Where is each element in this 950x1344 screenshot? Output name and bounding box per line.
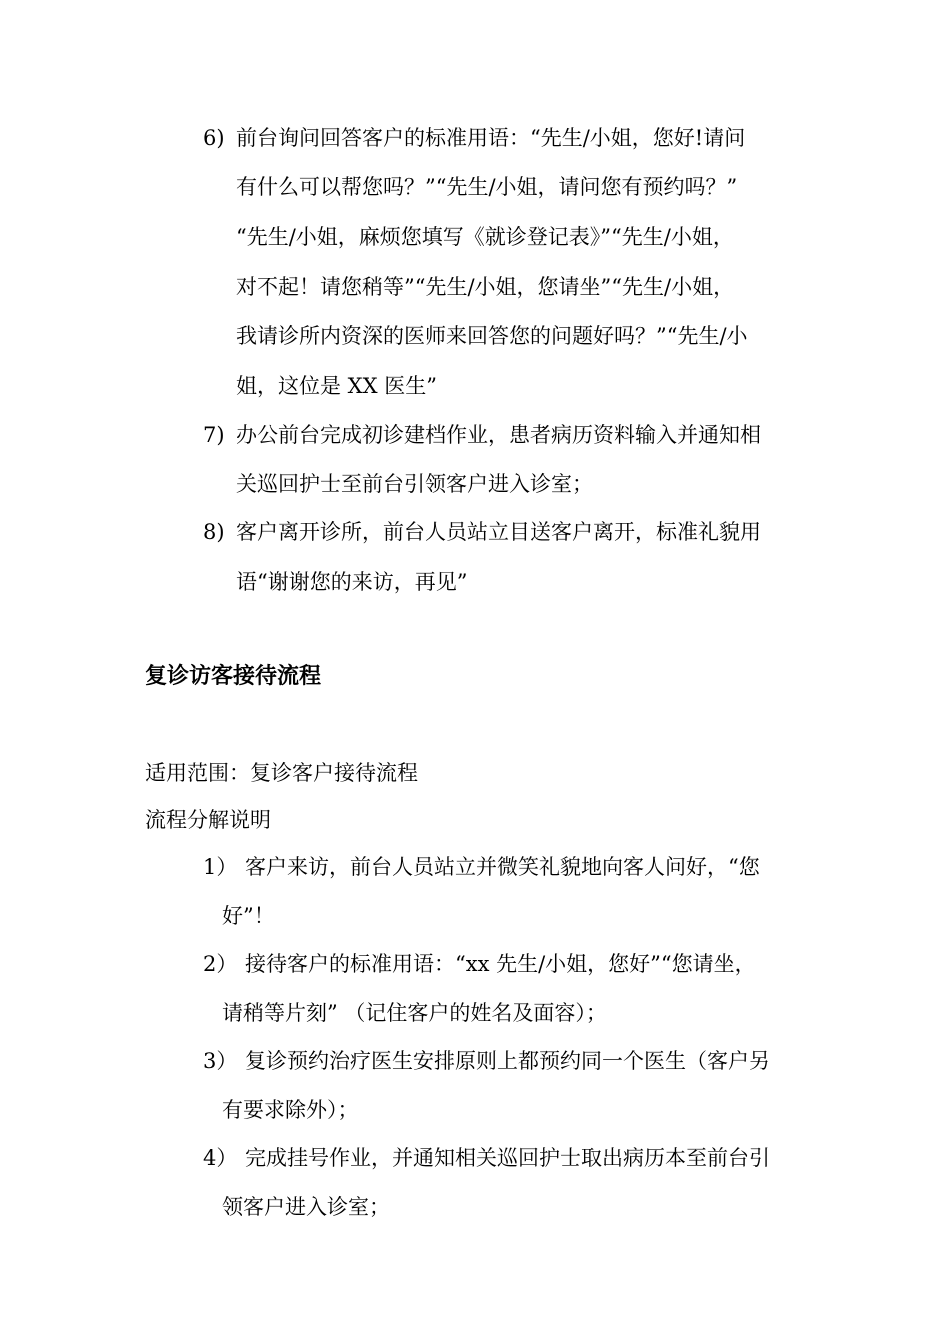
list-line: 领客户进入诊室；: [222, 1195, 390, 1219]
list-line: 对不起！请您稍等”“先生/小姐，您请坐”“先生/小姐，: [236, 275, 735, 299]
list-number: 6): [203, 126, 225, 150]
list-line: 我请诊所内资深的医师来回答您的问题好吗？”“先生/小: [236, 324, 748, 348]
list-number: 3）: [203, 1049, 238, 1073]
list-number: 1）: [203, 855, 238, 879]
list-number: 2）: [203, 952, 238, 976]
list-line: 完成挂号作业，并通知相关巡回护士取出病历本至前台引: [245, 1146, 770, 1170]
list-line: 复诊预约治疗医生安排原则上都预约同一个医生（客户另: [245, 1049, 770, 1073]
list-line: 请稍等片刻” （记住客户的姓名及面容）；: [222, 1001, 607, 1025]
list-line: 姐，这位是 XX 医生”: [236, 374, 437, 398]
subtitle-text: 流程分解说明: [145, 808, 271, 832]
list-number: 8): [203, 520, 225, 544]
list-number: 7): [203, 423, 225, 447]
list-line: 接待客户的标准用语：“xx 先生/小姐，您好”“您请坐，: [245, 952, 756, 976]
list-line: 客户来访，前台人员站立并微笑礼貌地向客人问好，“您: [245, 855, 760, 879]
list-line: 好”！: [222, 904, 275, 928]
list-line: 前台询问回答客户的标准用语：“先生/小姐，您好!请问: [236, 126, 746, 150]
list-line: 客户离开诊所，前台人员站立目送客户离开，标准礼貌用: [236, 520, 761, 544]
section-heading: 复诊访客接待流程: [145, 663, 322, 689]
list-line: 有什么可以帮您吗？”“先生/小姐，请问您有预约吗？”: [236, 175, 738, 199]
list-line: 关巡回护士至前台引领客户进入诊室；: [236, 472, 593, 496]
list-line: 语“谢谢您的来访，再见”: [236, 570, 468, 594]
list-line: 有要求除外）；: [222, 1098, 359, 1122]
list-number: 4）: [203, 1146, 238, 1170]
scope-text: 适用范围：复诊客户接待流程: [145, 761, 418, 785]
list-line: 办公前台完成初诊建档作业，患者病历资料输入并通知相: [236, 423, 761, 447]
list-line: “先生/小姐，麻烦您填写《就诊登记表》”“先生/小姐，: [236, 225, 734, 249]
